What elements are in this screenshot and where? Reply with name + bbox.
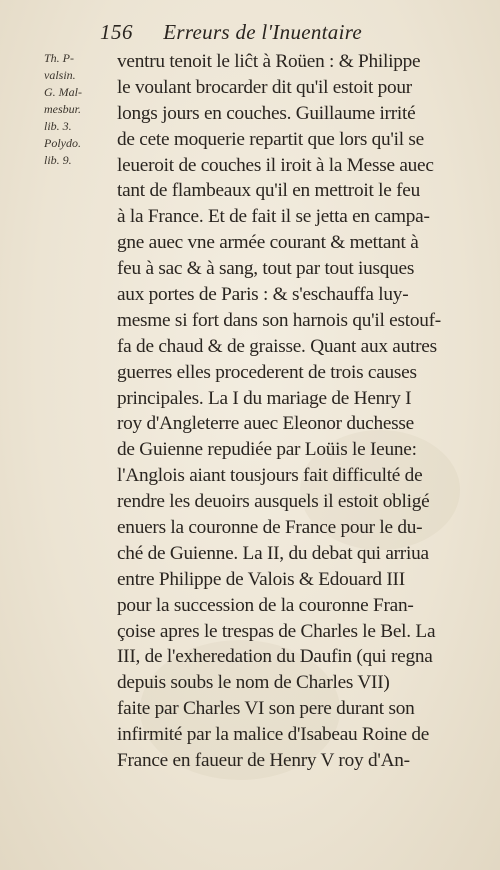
margin-note: valsin. (44, 68, 76, 82)
text-line: France en faueur de Henry V roy d'An- (117, 750, 410, 772)
text-line: III, de l'exheredation du Daufin (qui regna (117, 646, 433, 668)
text-line: aux portes de Paris : & s'eschauffa luy- (117, 284, 409, 306)
margin-note: Polydo. (44, 136, 81, 150)
margin-note: lib. 9. (44, 153, 72, 167)
text-line: entre Philippe de Valois & Edouard III (117, 568, 405, 590)
text-line: de Guienne repudiée par Loüis le Ieune: (117, 439, 417, 461)
text-line: mesme si fort dans son harnois qu'il estouf- (117, 309, 441, 331)
text-line: le voulant brocarder dit qu'il estoit pour (117, 76, 412, 98)
text-line: à la France. Et de fait il se jetta en campa- (117, 206, 430, 228)
text-line: ché de Guienne. La II, du debat qui arriua (117, 542, 429, 564)
text-line: leueroit de couches il iroit à la Messe auec (117, 154, 434, 176)
text-line: ventru tenoit le liĉt à Roüen : & Philippe (117, 51, 421, 72)
text-line: infirmité par la malice d'Isabeau Roine de (117, 724, 430, 746)
text-line: rendre les deuoirs ausquels il estoit obligé (117, 491, 430, 513)
text-line: feu à sac & à sang, tout par tout iusques (117, 258, 415, 280)
text-line: faite par Charles VI son pere durant son (117, 698, 415, 720)
text-line: tant de flambeaux qu'il en mettroit le feu (117, 180, 420, 202)
body-text (117, 49, 487, 774)
margin-notes (44, 50, 110, 169)
running-title: Erreurs de l'Inuentaire (163, 20, 363, 44)
text-line: principales. La I du mariage de Henry I (117, 387, 412, 409)
text-line: de cete moquerie repartit que lors qu'il se (117, 128, 424, 150)
text-line: l'Anglois aiant tousjours fait difficulté de (117, 465, 423, 487)
text-line: fa de chaud & de graisse. Quant aux autres (117, 335, 437, 357)
running-header (100, 18, 480, 46)
text-line: longs jours en couches. Guillaume irrité (117, 102, 416, 124)
text-line: depuis soubs le nom de Charles VII) (117, 672, 390, 694)
text-line: pour la succession de la couronne Fran- (117, 594, 414, 616)
margin-note: G. Mal- (44, 85, 82, 99)
text-line: guerres elles procederent de trois causes (117, 361, 417, 383)
margin-note: lib. 3. (44, 119, 72, 133)
margin-note: Th. P- (44, 51, 74, 65)
text-line: roy d'Angleterre auec Eleonor duchesse (117, 413, 414, 435)
text-line: çoise apres le trespas de Charles le Bel. La (117, 620, 436, 642)
text-line: enuers la couronne de France pour le du- (117, 517, 423, 539)
page-number: 156 (100, 20, 133, 44)
text-line: gne auec vne armée courant & mettant à (117, 232, 419, 254)
margin-note: mesbur. (44, 102, 82, 116)
